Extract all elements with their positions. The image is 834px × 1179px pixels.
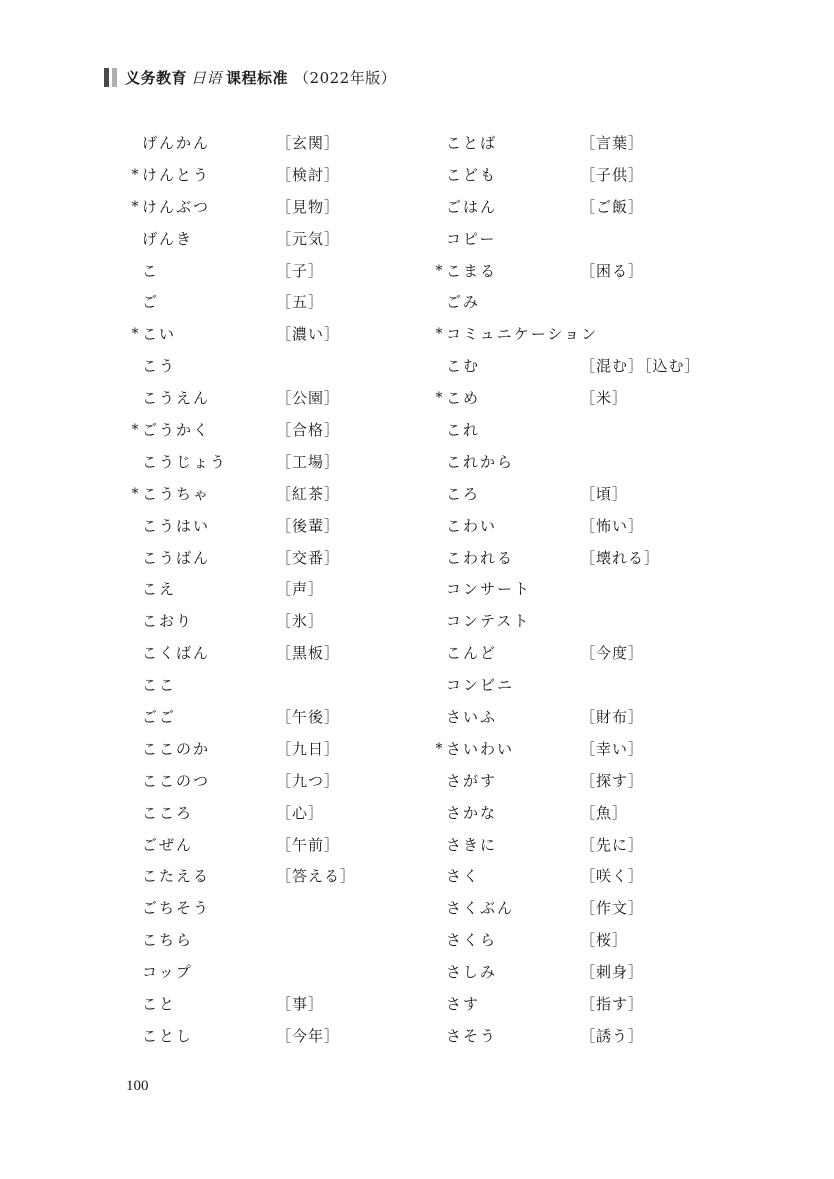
- vocab-kanji: ［今度］: [580, 644, 645, 663]
- vocab-entry: [432, 861, 732, 893]
- vocab-entry: [128, 1021, 428, 1053]
- vocab-kana: ここ: [142, 676, 177, 695]
- vocab-kanji: ［後輩］: [276, 516, 341, 535]
- vocab-kanji: ［工場］: [276, 452, 341, 471]
- vocab-kanji: ［答える］: [276, 867, 357, 886]
- vocab-entry: [432, 319, 732, 351]
- vocab-kana: ごみ: [446, 293, 481, 312]
- vocab-kanji: ［元気］: [276, 229, 341, 248]
- vocab-kana: げんき: [142, 229, 194, 248]
- vocab-entry: [128, 479, 428, 511]
- vocab-kana: ごうかく: [142, 421, 211, 440]
- vocab-kana: こうちゃ: [142, 484, 211, 503]
- header-title: [125, 67, 396, 88]
- vocab-entry: [128, 383, 428, 415]
- header-bar-dark: [104, 68, 109, 87]
- vocab-entry: [432, 766, 732, 798]
- vocab-kanji: ［探す］: [580, 771, 645, 790]
- vocab-kana: さかな: [446, 803, 498, 822]
- vocab-entry: [432, 893, 732, 925]
- vocab-kanji: ［氷］: [276, 612, 325, 631]
- vocab-kana: こおり: [142, 612, 194, 631]
- page-number: 100: [126, 1078, 149, 1094]
- vocab-kana: こう: [142, 357, 177, 376]
- vocab-kanji: ［言葉］: [580, 134, 645, 152]
- vocab-entry: [128, 734, 428, 766]
- vocab-kana: コンテスト: [446, 612, 531, 631]
- vocab-kanji: ［子供］: [580, 165, 645, 184]
- vocab-kanji: ［玄関］: [276, 134, 341, 152]
- vocab-kanji: ［声］: [276, 580, 325, 599]
- vocab-kana: こい: [142, 325, 177, 344]
- vocab-kanji: ［先に］: [580, 835, 645, 854]
- vocab-kana: ごご: [142, 708, 177, 727]
- vocab-kana: こちら: [142, 931, 194, 950]
- vocab-entry: [128, 319, 428, 351]
- vocab-kana: ご: [142, 293, 160, 312]
- vocab-kanji: ［心］: [276, 803, 325, 822]
- vocab-kanji: ［怖い］: [580, 516, 645, 535]
- vocab-entry: [128, 638, 428, 670]
- vocab-kana: こむ: [446, 357, 481, 376]
- vocab-entry: [128, 830, 428, 862]
- priority-star-marker: *: [435, 262, 443, 279]
- vocab-kana: ごはん: [446, 197, 498, 216]
- vocab-kana: ここのつ: [142, 771, 211, 790]
- vocab-entry: [128, 287, 428, 319]
- vocab-entry: [128, 989, 428, 1021]
- priority-star-marker: *: [131, 166, 139, 183]
- vocab-entry: [128, 574, 428, 606]
- vocab-kanji: ［財布］: [580, 708, 645, 727]
- vocab-kana: コンサート: [446, 580, 532, 599]
- header-title-italic: 日语: [191, 68, 223, 87]
- vocab-kanji: ［咲く］: [580, 867, 645, 886]
- vocab-kana: こんど: [446, 644, 498, 663]
- vocab-entry: [432, 224, 732, 256]
- vocab-entry: [128, 893, 428, 925]
- vocab-entry: [128, 861, 428, 893]
- vocab-kanji: ［事］: [276, 995, 325, 1014]
- vocab-entry: [432, 256, 732, 288]
- vocab-kanji: ［黒板］: [276, 644, 341, 663]
- vocab-entry: [128, 670, 428, 702]
- vocab-entry: [432, 511, 732, 543]
- vocab-kana: ことし: [142, 1026, 194, 1045]
- vocab-kana: さく: [446, 867, 481, 886]
- vocab-kanji: ［困る］: [580, 261, 645, 280]
- vocab-entry: [128, 128, 428, 160]
- vocab-entry: [432, 160, 732, 192]
- vocab-kana: さきに: [446, 835, 498, 854]
- vocab-kana: さいふ: [446, 708, 498, 727]
- vocab-kana: こわれる: [446, 548, 515, 567]
- vocab-kana: これ: [446, 421, 481, 440]
- vocab-kana: コミュニケーション: [446, 325, 599, 344]
- vocab-kana: こうえん: [142, 389, 211, 408]
- vocab-kana: ことば: [446, 134, 498, 152]
- vocab-kanji: ［幸い］: [580, 739, 645, 758]
- vocab-entry: [128, 160, 428, 192]
- vocab-entry: [128, 798, 428, 830]
- priority-star-marker: *: [131, 326, 139, 343]
- header-bar-marker: [104, 68, 117, 87]
- vocab-kana: こまる: [446, 261, 498, 280]
- vocab-entry: [432, 925, 732, 957]
- vocab-entry: [432, 606, 732, 638]
- vocab-kana: こと: [142, 995, 177, 1014]
- vocab-kana: げんかん: [142, 134, 211, 152]
- vocab-entry: [128, 702, 428, 734]
- vocab-kana: こめ: [446, 389, 481, 408]
- vocab-kana: さそう: [446, 1026, 498, 1045]
- vocab-kana: こうばん: [142, 548, 211, 567]
- vocab-entry: [432, 351, 732, 383]
- vocab-kana: こ: [142, 261, 160, 280]
- vocab-entry: [128, 351, 428, 383]
- vocab-entry: [432, 479, 732, 511]
- vocab-entry: [432, 670, 732, 702]
- vocab-entry: [128, 925, 428, 957]
- vocab-entry: [432, 128, 732, 160]
- vocab-kanji: ［桜］: [580, 931, 629, 950]
- vocab-kana: さくら: [446, 931, 498, 950]
- vocab-entry: [128, 256, 428, 288]
- vocab-kanji: ［五］: [276, 293, 325, 312]
- vocab-entry: [432, 543, 732, 575]
- vocab-entry: [432, 192, 732, 224]
- vocab-kana: ごちそう: [142, 899, 211, 918]
- vocab-entry: [432, 798, 732, 830]
- priority-star-marker: *: [435, 390, 443, 407]
- header-bar-light: [112, 68, 117, 87]
- vocabulary-column-left: [128, 128, 428, 1053]
- vocab-entry: [128, 447, 428, 479]
- vocab-kanji: ［交番］: [276, 548, 341, 567]
- vocab-entry: [432, 447, 732, 479]
- vocab-kana: こたえる: [142, 867, 211, 886]
- vocab-kanji: ［今年］: [276, 1026, 341, 1045]
- vocab-kana: さくぶん: [446, 899, 515, 918]
- vocab-entry: [128, 957, 428, 989]
- vocab-entry: [432, 1021, 732, 1053]
- priority-star-marker: *: [131, 422, 139, 439]
- vocab-kanji: ［作文］: [580, 899, 645, 918]
- vocab-kanji: ［子］: [276, 261, 325, 280]
- vocab-kanji: ［米］: [580, 389, 629, 408]
- vocab-kana: けんぶつ: [142, 197, 211, 216]
- vocab-entry: [432, 957, 732, 989]
- vocab-entry: [432, 638, 732, 670]
- vocab-kana: ごぜん: [142, 835, 194, 854]
- vocab-kana: コピー: [446, 229, 497, 248]
- vocab-kana: こども: [446, 165, 498, 184]
- vocab-kana: さす: [446, 995, 481, 1014]
- vocab-entry: [128, 415, 428, 447]
- header-title-part1: 义务教育: [125, 68, 188, 87]
- vocab-kana: こころ: [142, 803, 194, 822]
- vocab-entry: [432, 415, 732, 447]
- priority-star-marker: *: [131, 198, 139, 215]
- vocab-kanji: ［濃い］: [276, 325, 341, 344]
- vocab-kana: ここのか: [142, 739, 211, 758]
- header-edition: （2022年版）: [294, 68, 397, 87]
- vocab-kana: こわい: [446, 516, 498, 535]
- vocab-kana: けんとう: [142, 165, 211, 184]
- vocab-entry: [432, 287, 732, 319]
- vocab-kanji: ［九つ］: [276, 771, 341, 790]
- vocab-kana: こえ: [142, 580, 177, 599]
- vocab-entry: [128, 192, 428, 224]
- vocab-kanji: ［午前］: [276, 835, 341, 854]
- vocab-entry: [128, 606, 428, 638]
- priority-star-marker: *: [435, 326, 443, 343]
- vocab-kana: こくばん: [142, 644, 211, 663]
- vocab-kanji: ［混む］［込む］: [580, 357, 701, 376]
- vocab-kanji: ［刺身］: [580, 963, 645, 982]
- vocab-kanji: ［午後］: [276, 708, 341, 727]
- vocabulary-column-right: [432, 128, 732, 1053]
- vocab-kanji: ［公園］: [276, 389, 341, 408]
- vocab-kanji: ［見物］: [276, 197, 341, 216]
- running-header: [104, 64, 396, 90]
- vocab-kanji: ［検討］: [276, 165, 341, 184]
- vocab-kanji: ［指す］: [580, 995, 645, 1014]
- vocab-entry: [432, 989, 732, 1021]
- vocab-kanji: ［九日］: [276, 739, 341, 758]
- vocab-kana: さがす: [446, 771, 498, 790]
- vocab-entry: [128, 224, 428, 256]
- priority-star-marker: *: [131, 485, 139, 502]
- vocab-entry: [432, 383, 732, 415]
- vocab-kana: さいわい: [446, 739, 515, 758]
- vocab-kanji: ［魚］: [580, 803, 629, 822]
- vocab-entry: [128, 543, 428, 575]
- vocab-kanji: ［壊れる］: [580, 548, 661, 567]
- header-title-part2: 课程标准: [226, 68, 289, 87]
- priority-star-marker: *: [435, 740, 443, 757]
- vocab-entry: [432, 830, 732, 862]
- vocab-kana: さしみ: [446, 963, 498, 982]
- vocab-entry: [128, 766, 428, 798]
- vocab-entry: [432, 702, 732, 734]
- vocab-kana: コンビニ: [446, 676, 515, 695]
- vocab-kana: ころ: [446, 484, 481, 503]
- vocab-kana: コップ: [142, 963, 193, 982]
- vocab-kana: これから: [446, 452, 515, 471]
- vocab-kanji: ［誘う］: [580, 1026, 645, 1045]
- vocab-kana: こうはい: [142, 516, 211, 535]
- vocab-entry: [128, 511, 428, 543]
- vocab-entry: [432, 574, 732, 606]
- vocab-kanji: ［頃］: [580, 484, 629, 503]
- vocab-kanji: ［紅茶］: [276, 484, 341, 503]
- vocab-entry: [432, 734, 732, 766]
- vocab-kanji: ［ご飯］: [580, 197, 645, 216]
- vocab-kana: こうじょう: [142, 452, 228, 471]
- vocab-kanji: ［合格］: [276, 421, 341, 440]
